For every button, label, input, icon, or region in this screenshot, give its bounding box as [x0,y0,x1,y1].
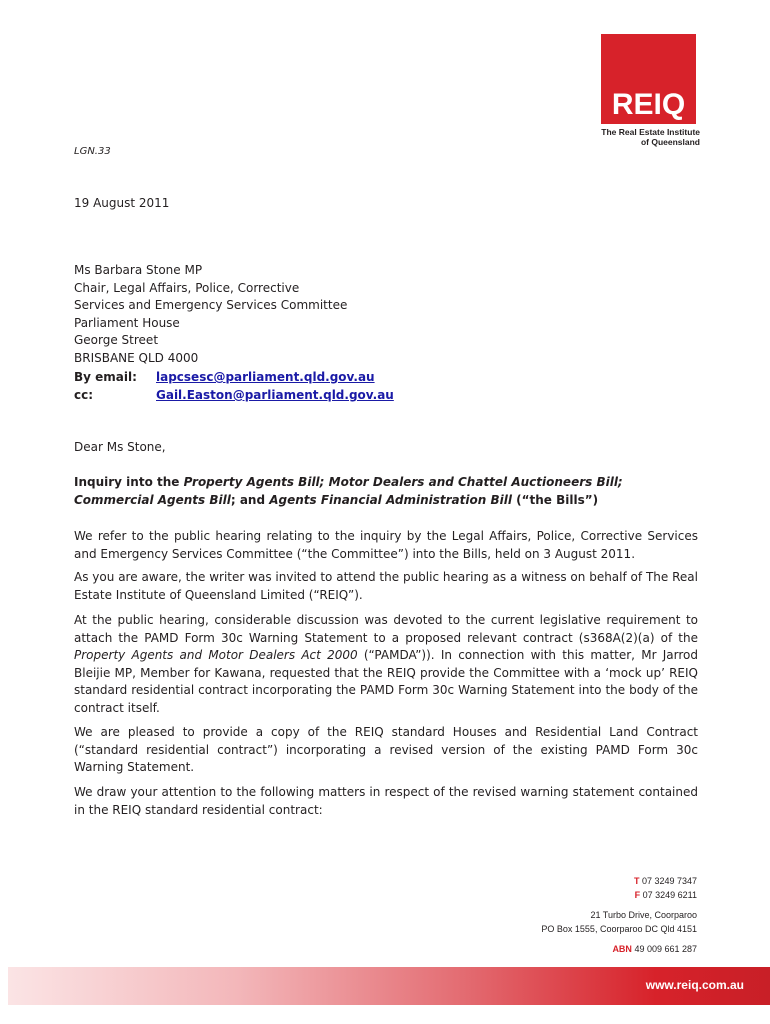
by-email-row [74,370,375,384]
phone-number [634,876,697,886]
body-paragraph-4: We are pleased to provide a copy of the REIQ standard Houses and Residential Land Contract (“standard residential contract”) incorporating a revised version of the existing PAMD Form 30c Warning Statement. [74,725,698,774]
logo-tagline-2: of Queensland [640,137,700,147]
website-link[interactable]: www.reiq.com.au [645,978,744,992]
recipient-line: BRISBANE QLD 4000 [74,350,199,365]
letter-date: 19 August 2011 [74,196,170,210]
recipient-line: Parliament House [74,315,180,330]
street-address: 21 Turbo Drive, Coorparoo [590,910,697,920]
act-name: Property Agents and Motor Dealers Act 2000 [74,648,358,662]
recipient-line: Ms Barbara Stone MP [74,263,203,277]
recipient-line: Services and Emergency Services Committee [74,298,348,313]
body-paragraph-3 [74,612,698,717]
salutation: Dear Ms Stone, [74,440,166,454]
subject-text: ; and [230,493,270,507]
abn [612,944,697,954]
phone-value: 07 3249 7347 [639,876,697,886]
subject-text: Inquiry into the [74,475,184,489]
phone-label: T [633,876,640,886]
recipient-line: Chair, Legal Affairs, Police, Corrective [74,280,300,295]
fax-number [635,890,697,900]
cc-label: cc: [74,388,94,402]
fax-value: 07 3249 6211 [640,890,697,900]
cc-email-link[interactable]: Gail.Easton@parliament.qld.gov.au [156,388,394,402]
logo-text: REIQ [611,88,686,121]
subject-bill-name: Agents Financial Administration Bill [269,493,512,507]
reiq-logo [601,34,696,124]
logo-tagline-1: The Real Estate Institute [601,127,700,137]
reference: LGN.33 [74,146,111,157]
subject-text: (“the Bills”) [511,493,599,507]
recipient-address [74,262,347,368]
body-paragraph-5: We draw your attention to the following matters in respect of the revised warning statement contained in the REIQ standard residential contract: [74,785,698,817]
by-email-link[interactable]: lapcsesc@parliament.qld.gov.au [156,370,375,384]
abn-label: ABN [612,944,632,954]
abn-value: 49 009 661 287 [631,944,697,954]
paragraph-text: (“PAMDA”)). In connection with this matter, Mr Jarrod Bleijie MP, Member for Kawana, requested that the REIQ provide the Committee with a ‘mock up’ REIQ standard residential contract incorporating the PAMD Form 30c Warning Statement into the body of the contract itself. [74,648,698,715]
subject-bill-names: Property Agents Bill; Motor Dealers and Chattel Auctioneers Bill; Commercial Agents Bill [74,475,623,507]
postal-address: PO Box 1555, Coorparoo DC Qld 4151 [541,924,697,934]
body-paragraph-1: We refer to the public hearing relating to the inquiry by the Legal Affairs, Police, Corrective Services and Emergency Services Committee (“the Committee”) into the Bills, held on 3 August 2011. [74,529,698,561]
paragraph-text: At the public hearing, considerable discussion was devoted to the current legislative requirement to attach the PAMD Form 30c Warning Statement to a proposed relevant contract (s368A(2)(a) of the [74,613,698,645]
footer-band [8,967,770,1005]
by-email-label: By email: [74,370,137,384]
body-paragraph-2: As you are aware, the writer was invited to attend the public hearing as a witness on behalf of The Real Estate Institute of Queensland Limited (“REIQ”). [74,570,698,602]
recipient-line: George Street [74,333,159,348]
fax-label: F [634,890,641,900]
cc-row [74,388,394,402]
subject-line [74,473,698,509]
